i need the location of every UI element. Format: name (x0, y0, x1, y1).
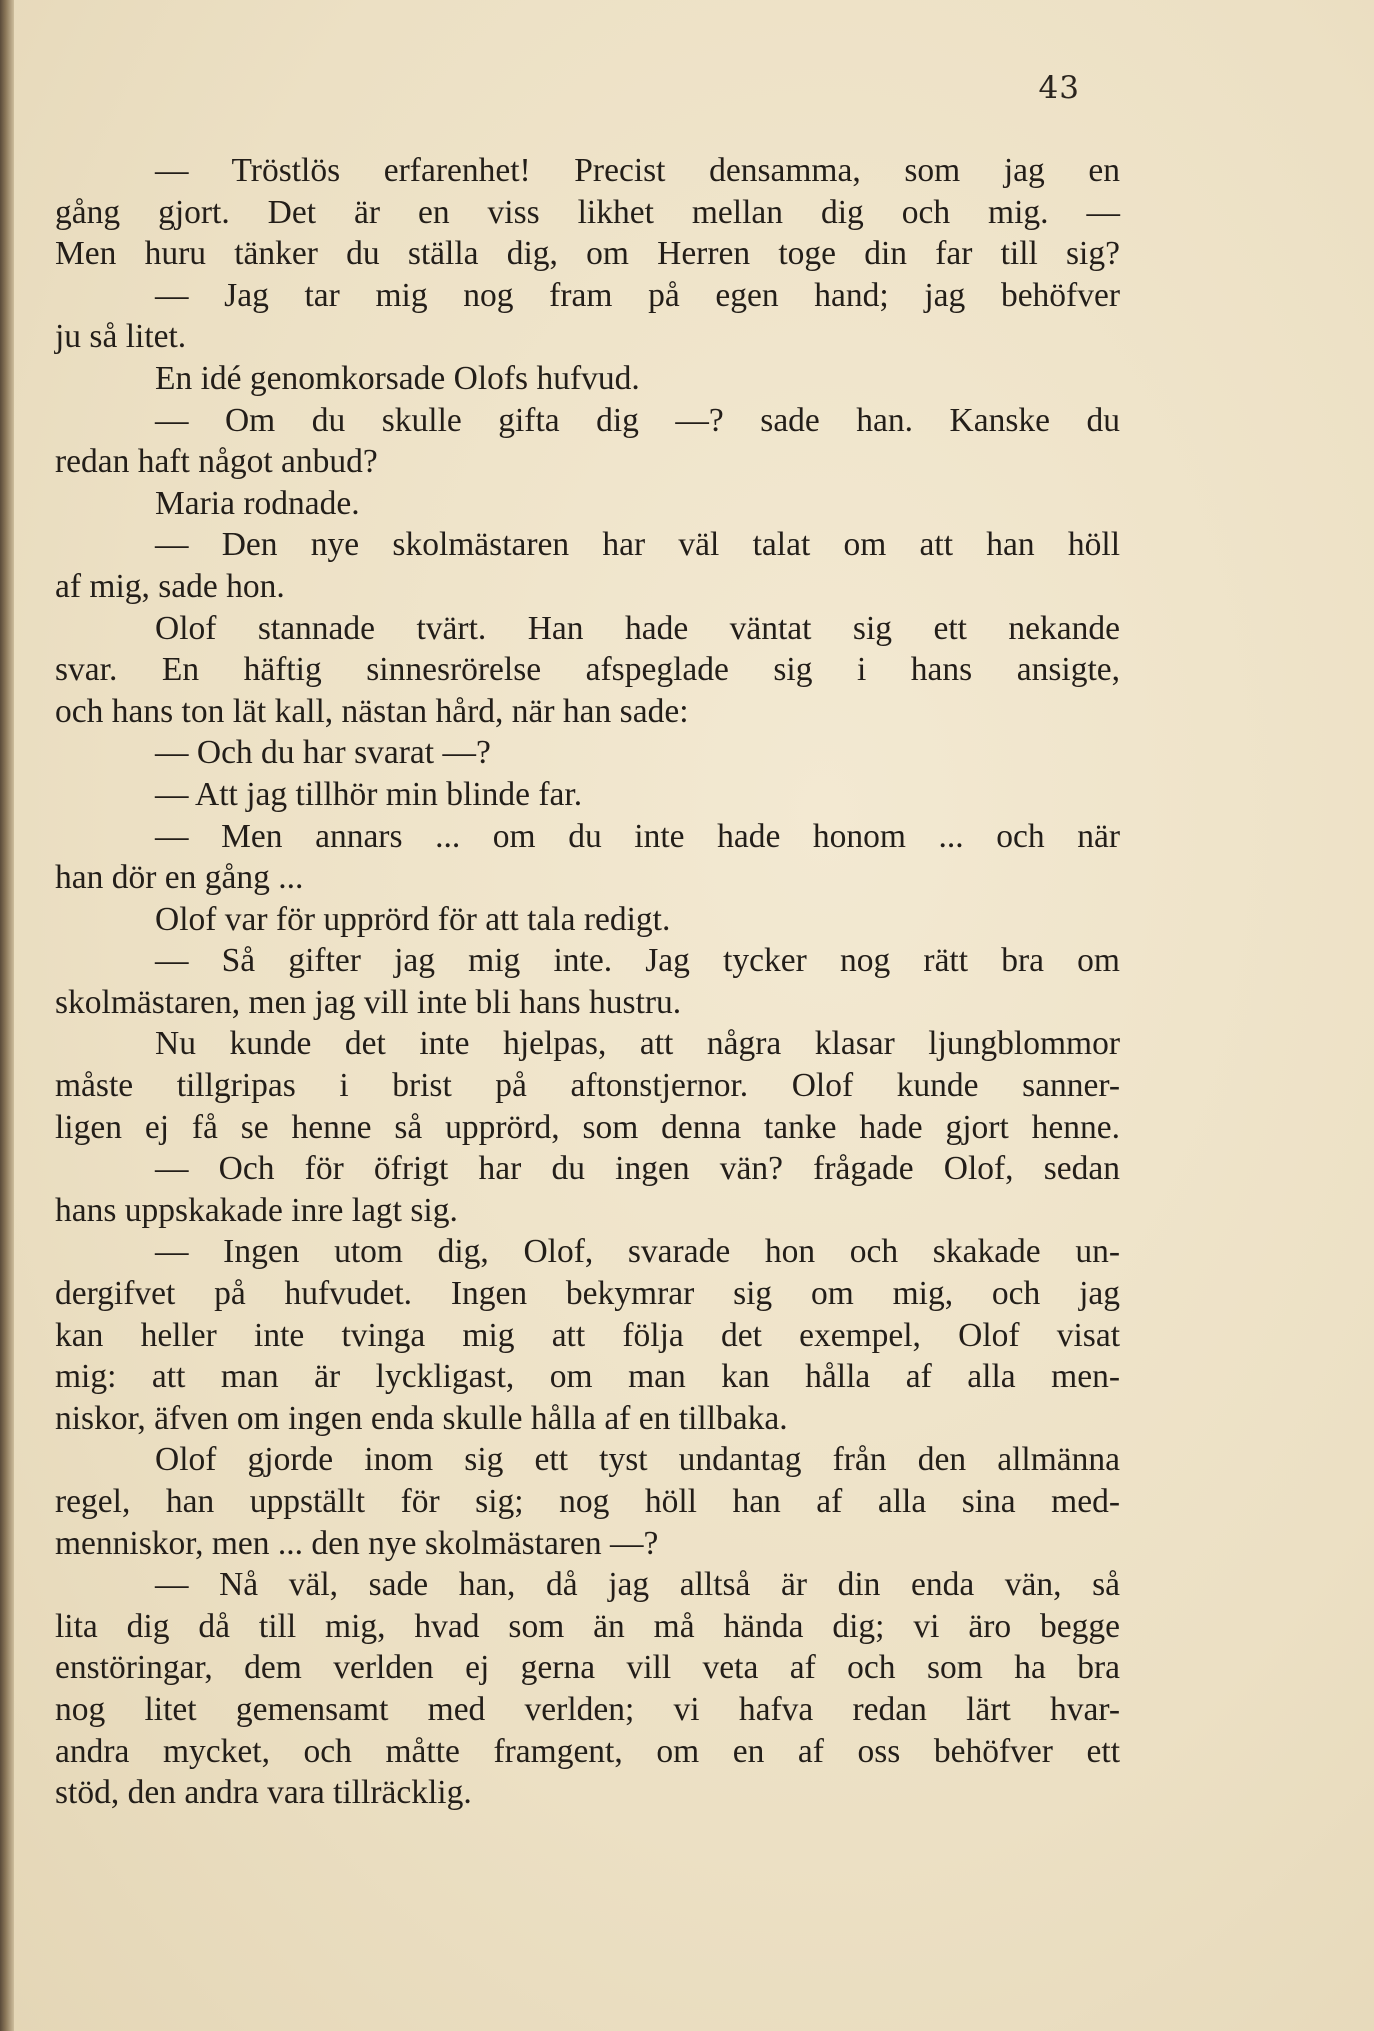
text-line: ju så litet. (55, 318, 187, 356)
text-line: En idé genomkorsade Olofs hufvud. (155, 359, 640, 397)
text-line: mig: att man är lyckligast, om man kan hålla af alla men- (55, 1358, 1120, 1396)
text-line: — Om du skulle gifta dig —? sade han. Kanske du (155, 401, 1120, 439)
text-line: gång gjort. Det är en viss likhet mellan dig och mig. — (55, 193, 1120, 231)
text-line: af mig, sade hon. (55, 567, 285, 605)
text-line: han dör en gång ... (55, 859, 304, 897)
text-line: ligen ej få se henne så upprörd, som denna tanke hade gjort henne. (55, 1108, 1120, 1146)
text-line: kan heller inte tvinga mig att följa det exempel, Olof visat (55, 1316, 1120, 1354)
text-line: — Jag tar mig nog fram på egen hand; jag behöfver (155, 276, 1120, 314)
page-number: 43 (1038, 70, 1080, 106)
text-line: Men huru tänker du ställa dig, om Herren toge din far till sig? (55, 235, 1120, 273)
text-line: menniskor, men ... den nye skolmästaren —? (55, 1524, 659, 1562)
body-text (55, 150, 1120, 1814)
text-line: redan haft något anbud? (55, 443, 378, 481)
text-line: Olof stannade tvärt. Han hade väntat sig ett nekande (155, 609, 1120, 647)
text-line: Olof var för upprörd för att tala redigt. (155, 900, 671, 938)
text-line: skolmästaren, men jag vill inte bli hans hustru. (55, 983, 682, 1021)
text-line: och hans ton lät kall, nästan hård, när han sade: (55, 692, 689, 730)
text-line: nog litet gemensamt med verlden; vi hafva redan lärt hvar- (55, 1690, 1120, 1728)
text-line: hans uppskakade inre lagt sig. (55, 1191, 458, 1229)
text-line: — Nå väl, sade han, då jag alltså är din enda vän, så (155, 1566, 1120, 1604)
text-line: dergifvet på hufvudet. Ingen bekymrar sig om mig, och jag (55, 1275, 1120, 1313)
text-line: — Ingen utom dig, Olof, svarade hon och skakade un- (155, 1233, 1120, 1271)
text-line: lita dig då till mig, hvad som än må hända dig; vi äro begge (55, 1607, 1120, 1645)
text-line: — Och du har svarat —? (155, 734, 491, 772)
text-line: måste tillgripas i brist på aftonstjernor. Olof kunde sanner- (55, 1067, 1120, 1105)
text-line: — Så gifter jag mig inte. Jag tycker nog rätt bra om (155, 942, 1120, 980)
text-line: enstöringar, dem verlden ej gerna vill veta af och som ha bra (55, 1649, 1120, 1687)
text-line: — Att jag tillhör min blinde far. (155, 775, 583, 813)
text-line: svar. En häftig sinnesrörelse afspeglade sig i hans ansigte, (55, 651, 1120, 689)
text-line: — Tröstlös erfarenhet! Precist densamma, som jag en (155, 152, 1120, 189)
text-line: — Och för öfrigt har du ingen vän? frågade Olof, sedan (155, 1150, 1120, 1188)
page-binding-edge (0, 0, 14, 2031)
text-line: Nu kunde det inte hjelpas, att några klasar ljungblommor (155, 1025, 1120, 1063)
text-line: — Den nye skolmästaren har väl talat om att han höll (155, 526, 1120, 564)
text-line: stöd, den andra vara tillräcklig. (55, 1774, 472, 1812)
text-line: regel, han uppställt för sig; nog höll han af alla sina med- (55, 1483, 1120, 1520)
text-line: — Men annars ... om du inte hade honom ... och när (155, 817, 1120, 855)
text-line: Maria rodnade. (155, 484, 360, 522)
text-line: Olof gjorde inom sig ett tyst undantag från den allmänna (155, 1441, 1120, 1479)
text-line: niskor, äfven om ingen enda skulle hålla af en tillbaka. (55, 1399, 788, 1437)
text-line: andra mycket, och måtte framgent, om en af oss behöfver ett (55, 1732, 1120, 1770)
